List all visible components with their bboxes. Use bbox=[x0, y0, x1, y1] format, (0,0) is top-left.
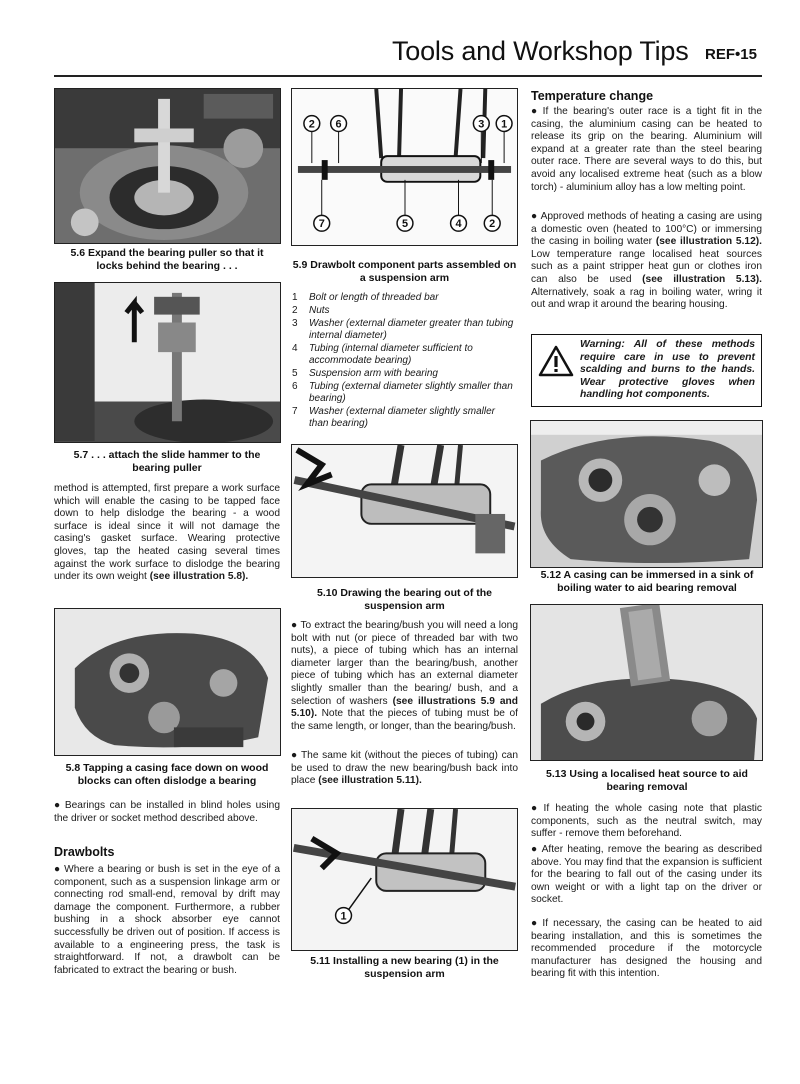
bullet: ● bbox=[291, 620, 298, 631]
caption-5-13: 5.13 Using a localised heat source to aid bearing removal bbox=[546, 768, 748, 793]
warning-triangle-icon bbox=[538, 345, 574, 377]
caption-5-9: 5.9 Drawbolt component parts assembled on a suspension arm bbox=[292, 259, 517, 284]
warning-box bbox=[531, 334, 762, 407]
parts-list-item bbox=[292, 343, 514, 367]
callout-6: 6 bbox=[335, 118, 342, 131]
parts-list-item bbox=[292, 381, 514, 405]
parts-list-text: Washer (external diameter greater than tubing internal diameter) bbox=[309, 318, 514, 341]
right-p2c: Alternatively, soak a rag in boiling water, wring it out and wrap it around the bearing housing. bbox=[531, 286, 762, 311]
parts-list-number: 1 bbox=[292, 292, 298, 303]
right-paragraph-5 bbox=[531, 918, 762, 981]
left-paragraph-1 bbox=[54, 483, 280, 584]
page-title: Tools and Workshop Tips bbox=[392, 36, 689, 66]
parts-list-text: Washer (external diameter slightly smaller than bearing) bbox=[309, 406, 495, 429]
bullet: ● bbox=[531, 918, 540, 929]
parts-list-number: 5 bbox=[292, 368, 298, 379]
right-p3-text: If heating the whole casing note that plastic components, such as the neutral switch, may suffer - remove them beforehand. bbox=[531, 803, 762, 840]
title-rule bbox=[54, 75, 762, 77]
bullet: ● bbox=[531, 106, 540, 117]
right-paragraph-1 bbox=[531, 106, 762, 194]
parts-list-number: 2 bbox=[292, 305, 298, 316]
callout-3: 3 bbox=[478, 118, 485, 131]
parts-list-item bbox=[292, 305, 514, 317]
parts-list-item bbox=[292, 292, 514, 304]
parts-list bbox=[292, 292, 514, 431]
parts-list-text: Tubing (internal diameter sufficient to accommodate bearing) bbox=[309, 343, 473, 366]
middle-p2-text: The same kit (without the pieces of tubing) can be used to draw the new bearing/bush back into place bbox=[291, 750, 518, 787]
middle-paragraph-2 bbox=[291, 750, 518, 788]
bullet: ● bbox=[531, 803, 541, 814]
diagram-5-9 bbox=[291, 88, 518, 246]
right-paragraph-4 bbox=[531, 844, 762, 907]
callout-2-bottom: 2 bbox=[489, 218, 496, 231]
left-p2-text: Bearings can be installed in blind holes using the driver or socket method described above. bbox=[54, 800, 280, 824]
callout-7: 7 bbox=[318, 218, 325, 231]
caption-5-8: 5.8 Tapping a casing face down on wood blocks can often dislodge a bearing bbox=[65, 762, 269, 787]
parts-list-text: Tubing (external diameter slightly smaller than bearing) bbox=[309, 381, 513, 404]
right-paragraph-3 bbox=[531, 803, 762, 841]
parts-list-text: Suspension arm with bearing bbox=[309, 368, 438, 379]
right-p2b: Low temperature range localised heat sources such as a paint stripper heat gun or clothes iron can also be used bbox=[531, 248, 762, 285]
bullet: ● bbox=[54, 864, 62, 875]
photo-5-6 bbox=[54, 88, 281, 244]
caption-5-10: 5.10 Drawing the bearing out of the suspension arm bbox=[316, 587, 493, 612]
drawbolts-heading: Drawbolts bbox=[54, 845, 115, 859]
left-paragraph-3 bbox=[54, 864, 280, 977]
parts-list-item bbox=[292, 406, 514, 430]
middle-p1-text: To extract the bearing/bush you will need a long bolt with nut (or piece of threaded bar with two nuts), a piece of tubing which has an internal diameter larger than the bearing/bush, another piece of tubing which has an external diameter slightly smaller than the bearing/ bush, and a selection of washers bbox=[291, 620, 518, 707]
left-p1-ref: (see illustration 5.8). bbox=[149, 571, 249, 583]
left-paragraph-2 bbox=[54, 800, 280, 825]
middle-p2-ref: (see illustration 5.11). bbox=[318, 775, 422, 787]
left-p1-text: method is attempted, first prepare a work surface which will enable the casing to be tapped face down to help dislodge the bearing - a wood surface is ideal since it will not damage the casing's gasket surface. Wearing protective gloves, tap the heated casing several times against the work surface to dislodge the bearing under its own weight bbox=[54, 483, 280, 583]
bullet: ● bbox=[54, 800, 62, 811]
bullet: ● bbox=[531, 844, 539, 855]
right-paragraph-2 bbox=[531, 211, 762, 312]
callout-1-bearing: 1 bbox=[340, 910, 347, 923]
right-p2a: Approved methods of heating a casing are using a domestic oven (heated to 100°C) or immersing the casing in boiling water bbox=[531, 211, 763, 248]
callout-4: 4 bbox=[455, 218, 462, 231]
parts-list-item bbox=[292, 318, 514, 342]
bullet: ● bbox=[291, 750, 298, 761]
right-p5-text: If necessary, the casing can be heated to aid bearing installation, and this is sometimes the recommended procedure if the motorcycle manufacturer has designed the housing and bearing fit with this intention. bbox=[531, 918, 762, 980]
photo-5-13 bbox=[530, 604, 763, 761]
middle-paragraph-1 bbox=[291, 620, 518, 733]
right-p4-text: After heating, remove the bearing as described above. You may find that the expansion is sufficient for the bearing to fall out of the casing under its own weight or with a light tap on the driver or socket. bbox=[531, 844, 762, 906]
parts-list-item bbox=[292, 368, 514, 380]
caption-5-6: 5.6 Expand the bearing puller so that it locks behind the bearing . . . bbox=[70, 247, 264, 272]
warning-text: Warning: All of these methods require care in use to prevent scalding and burns to the hands. Wear protective gloves when handling hot components. bbox=[580, 339, 755, 400]
parts-list-number: 7 bbox=[292, 406, 298, 417]
caption-5-12: 5.12 A casing can be immersed in a sink of boiling water to aid bearing removal bbox=[540, 569, 754, 594]
left-p3-text: Where a bearing or bush is set in the eye of a component, such as a suspension linkage arm or connecting rod small-end, removal by drift may damage the component. Furthermore, a rubber bushing in a shock absorber eye cannot successfully be driven out of position. If access is available to a engineering press, the task is straightforward. If not, a drawbolt can be fabricated to extract the bearing or bush. bbox=[54, 864, 280, 976]
temperature-heading: Temperature change bbox=[531, 89, 654, 103]
parts-list-text: Nuts bbox=[309, 305, 330, 316]
middle-p1-ref: (see illustrations 5.9 and 5.10). bbox=[291, 695, 518, 720]
parts-list-text: Bolt or length of threaded bar bbox=[309, 292, 439, 303]
callout-1: 1 bbox=[501, 118, 508, 131]
photo-5-11 bbox=[291, 808, 518, 951]
parts-list-number: 4 bbox=[292, 343, 298, 354]
parts-list-number: 3 bbox=[292, 318, 298, 329]
parts-list-number: 6 bbox=[292, 381, 298, 392]
photo-5-12 bbox=[530, 420, 763, 568]
photo-5-10 bbox=[291, 444, 518, 578]
bullet: ● bbox=[531, 211, 538, 222]
right-p2-ref1: (see illustration 5.12). bbox=[655, 236, 762, 248]
callout-2-top: 2 bbox=[308, 118, 315, 131]
right-p2-ref2: (see illustration 5.13). bbox=[642, 273, 762, 285]
photo-5-8 bbox=[54, 608, 281, 756]
photo-5-7 bbox=[54, 282, 281, 443]
page-ref: REF•15 bbox=[705, 46, 757, 63]
callout-5: 5 bbox=[401, 218, 409, 231]
middle-p1-tail: Note that the pieces of tubing must be of the same length, or longer, than the bearing/bush. bbox=[291, 708, 518, 732]
caption-5-11: 5.11 Installing a new bearing (1) in the suspension arm bbox=[310, 955, 499, 980]
right-p1-text: If the bearing's outer race is a tight fit in the casing, the aluminium casing can be heated to release its grip on the bearing. Aluminium will expand at a greater rate than the steel bearing outer race. There are several ways to do this, but avoid any localised extreme heat (such as a blow torch) - aluminium alloy has a low melting point. bbox=[531, 106, 762, 193]
caption-5-7: 5.7 . . . attach the slide hammer to the bearing puller bbox=[73, 449, 261, 474]
